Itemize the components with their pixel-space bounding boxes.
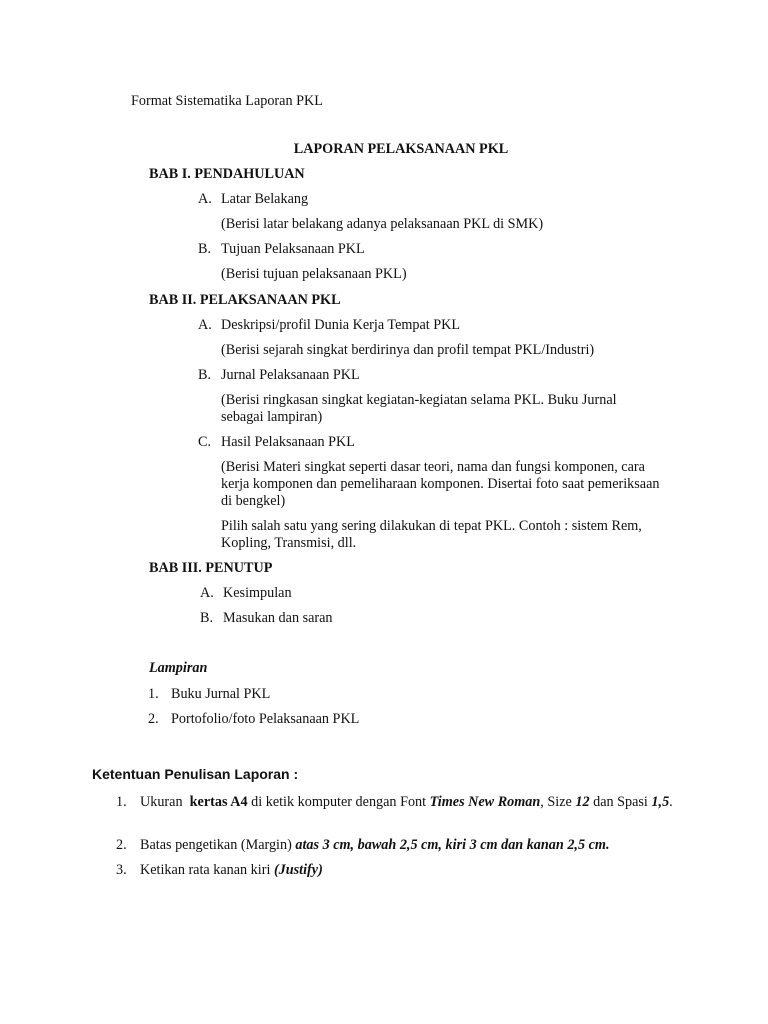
- report-title: [200, 141, 602, 158]
- bab1-item-a-desc: (Berisi latar belakang adanya pelaksanaan PKL di SMK): [221, 216, 544, 232]
- rule-2-marker: 2.: [116, 837, 127, 853]
- bab3-item-a-marker: A.: [200, 585, 214, 601]
- rule-2-margins: atas 3 cm, bawah 2,5 cm, kiri 3 cm dan kanan 2,5 cm.: [295, 837, 610, 853]
- bab1-item-b-desc: (Berisi tujuan pelaksanaan PKL): [221, 266, 407, 282]
- bab2-item-a-desc: (Berisi sejarah singkat berdirinya dan profil tempat PKL/Industri): [221, 342, 595, 358]
- bab2-item-a-label: Deskripsi/profil Dunia Kerja Tempat PKL: [221, 317, 461, 333]
- lampiran-item-1-marker: 1.: [148, 686, 159, 702]
- format-title: Format Sistematika Laporan PKL: [131, 93, 323, 109]
- rule-2-text: [140, 837, 610, 854]
- rule-1-part-1: Ukuran: [140, 794, 183, 810]
- rule-3-justify: (Justify): [273, 862, 323, 878]
- rule-1-part-5: .: [669, 794, 673, 810]
- rule-3-part-1: Ketikan rata kanan kiri: [140, 862, 271, 878]
- rule-1-font-name: Times New Roman: [429, 794, 541, 810]
- bab1-item-a-label: Latar Belakang: [221, 191, 309, 207]
- lampiran-item-1-label: Buku Jurnal PKL: [171, 686, 271, 702]
- bab1-heading: BAB I. PENDAHULUAN: [149, 166, 305, 182]
- lampiran-heading: Lampiran: [149, 660, 208, 676]
- rule-2-part-1: Batas pengetikan (Margin): [140, 837, 292, 853]
- rules-heading: Ketentuan Penulisan Laporan :: [92, 766, 299, 782]
- bab2-heading: BAB II. PELAKSANAAN PKL: [149, 292, 341, 308]
- bab3-item-b-label: Masukan dan saran: [223, 610, 333, 626]
- rule-1-spacing: 1,5: [651, 794, 670, 810]
- rule-1-part-4: dan Spasi: [593, 794, 648, 810]
- rule-1-text: [140, 794, 680, 811]
- bab2-item-c-desc: (Berisi Materi singkat seperti dasar teori, nama dan fungsi komponen, cara kerja komponen dan pemeliharaan komponen. Disertai foto saat pemeriksaan di bengkel): [221, 459, 660, 509]
- bab2-item-c-marker: C.: [198, 434, 212, 450]
- bab2-item-a-marker: A.: [198, 317, 212, 333]
- bab2-item-c-label: Hasil Pelaksanaan PKL: [221, 434, 355, 450]
- rule-1-part-3: , Size: [540, 794, 572, 810]
- lampiran-item-2-marker: 2.: [148, 711, 159, 727]
- report-title-text: LAPORAN PELAKSANAAN PKL: [293, 141, 509, 157]
- rule-1-paper-size: kertas A4: [189, 794, 248, 810]
- bab1-item-a-marker: A.: [198, 191, 212, 207]
- bab2-item-b-marker: B.: [198, 367, 212, 383]
- rule-1-font-size: 12: [575, 794, 590, 810]
- rule-1-marker: 1.: [116, 794, 127, 810]
- bab3-item-a-label: Kesimpulan: [223, 585, 292, 601]
- bab3-heading: BAB III. PENUTUP: [149, 560, 273, 576]
- bab1-item-b-marker: B.: [198, 241, 212, 257]
- rule-3-text: [140, 862, 323, 879]
- bab2-item-c-note: Pilih salah satu yang sering dilakukan di tepat PKL. Contoh : sistem Rem, Kopling, Transmisi, dll.: [221, 518, 642, 551]
- rule-3-marker: 3.: [116, 862, 127, 878]
- bab1-item-b-label: Tujuan Pelaksanaan PKL: [221, 241, 365, 257]
- bab2-item-b-desc: (Berisi ringkasan singkat kegiatan-kegiatan selama PKL. Buku Jurnal sebagai lampiran): [221, 392, 617, 425]
- lampiran-item-2-label: Portofolio/foto Pelaksanaan PKL: [171, 711, 360, 727]
- bab2-item-b-label: Jurnal Pelaksanaan PKL: [221, 367, 360, 383]
- bab3-item-b-marker: B.: [200, 610, 214, 626]
- rule-1-part-2: di ketik komputer dengan Font: [251, 794, 427, 810]
